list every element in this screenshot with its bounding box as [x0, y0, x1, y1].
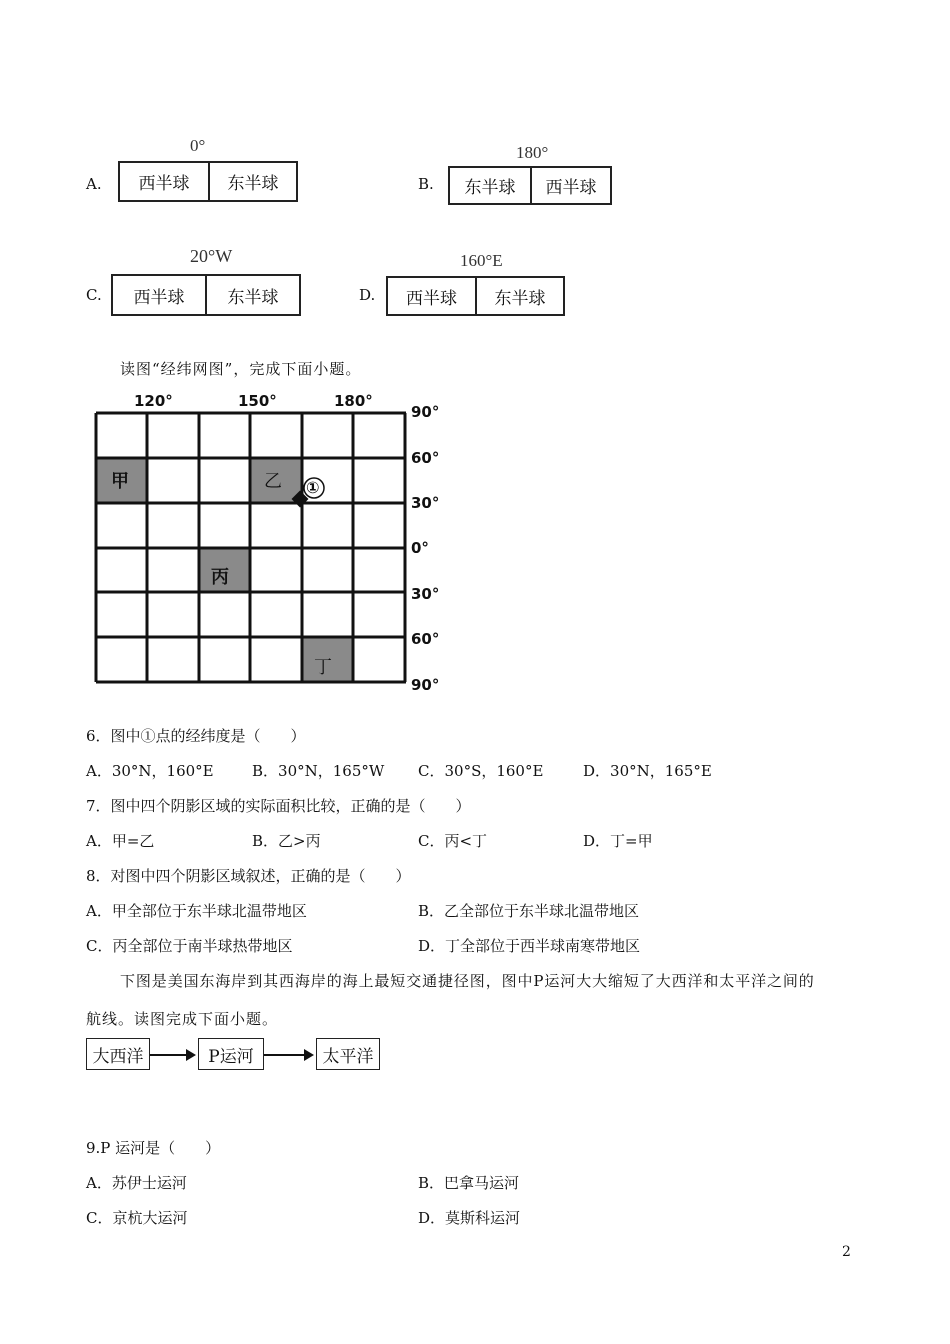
question-8-stem: 8．对图中四个阴影区域叙述，正确的是（ ）	[86, 867, 411, 885]
question-7-option-a: A．甲=乙	[86, 832, 155, 850]
flow-box-pacific: 太平洋	[316, 1038, 380, 1070]
meridian-label-d: 160°E	[460, 251, 503, 270]
flow-box-p-canal: P运河	[198, 1038, 264, 1070]
option-letter-a: A.	[86, 175, 102, 193]
question-7-option-c: C．丙<丁	[418, 832, 488, 850]
cell-label-bing: 丙	[211, 567, 229, 588]
cell-label-jia: 甲	[111, 471, 129, 492]
option-letter-d: D.	[359, 286, 376, 304]
hemisphere-box-a	[118, 161, 298, 202]
meridian-label-a: 0°	[190, 136, 206, 155]
latitude-label: 30°	[411, 494, 440, 512]
latitude-label: 60°	[411, 630, 440, 648]
hemisphere-box-b	[448, 166, 612, 205]
latitude-label: 60°	[411, 449, 440, 467]
hemisphere-right: 东半球	[205, 276, 299, 314]
question-6-stem: 6．图中①点的经纬度是（ ）	[86, 727, 306, 745]
question-6-option-c: C．30°S，160°E	[418, 762, 544, 780]
longitude-label-120: 120°	[134, 392, 173, 410]
question-9-option-c: C．京杭大运河	[86, 1209, 188, 1227]
flow-box-atlantic: 大西洋	[86, 1038, 150, 1070]
intro-text-grid: 读图“经纬网图”，完成下面小题。	[120, 360, 362, 378]
question-8-option-c: C．丙全部位于南半球热带地区	[86, 937, 293, 955]
hemisphere-box-c	[111, 274, 301, 316]
point-label: ①	[306, 478, 320, 497]
flow-arrow	[150, 1054, 194, 1056]
question-7-stem: 7．图中四个阴影区域的实际面积比较，正确的是（ ）	[86, 797, 471, 815]
hemisphere-left: 西半球	[406, 288, 457, 309]
question-9-option-a: A．苏伊士运河	[86, 1174, 187, 1192]
question-7-option-b: B．乙>丙	[252, 832, 321, 850]
latitude-label: 90°	[411, 403, 440, 421]
question-6-option-a: A．30°N，160°E	[86, 762, 214, 780]
option-letter-c: C.	[86, 286, 102, 304]
cell-label-yi: 乙	[264, 471, 282, 492]
latlon-grid-map	[80, 388, 460, 698]
hemisphere-right: 东半球	[208, 163, 296, 200]
flow-arrow	[264, 1054, 312, 1056]
latitude-label: 0°	[411, 539, 429, 557]
question-6-option-d: D．30°N，165°E	[583, 762, 712, 780]
question-9-stem: 9.P 运河是（ ）	[86, 1139, 221, 1157]
question-8-option-b: B．乙全部位于东半球北温带地区	[418, 902, 640, 920]
longitude-label-150: 150°	[238, 392, 277, 410]
option-letter-b: B.	[418, 175, 434, 193]
intro-text-canal-line2: 航线。读图完成下面小题。	[86, 1010, 279, 1028]
question-9-option-b: B．巴拿马运河	[418, 1174, 520, 1192]
hemisphere-left: 东半球	[464, 178, 516, 198]
hemisphere-box-d	[386, 276, 565, 316]
page-number: 2	[842, 1244, 851, 1260]
hemisphere-left: 西半球	[138, 174, 190, 194]
question-6-option-b: B．30°N，165°W	[252, 762, 385, 780]
latitude-label: 30°	[411, 585, 440, 603]
latitude-label: 90°	[411, 676, 440, 694]
hemisphere-right: 东半球	[475, 278, 563, 314]
longitude-label-180: 180°	[334, 392, 373, 410]
intro-text-canal: 下图是美国东海岸到其西海岸的海上最短交通捷径图，图中P运河大大缩短了大西洋和太平洋之间的	[120, 972, 815, 990]
cell-label-ding: 丁	[314, 657, 332, 678]
question-8-option-d: D．丁全部位于西半球南寒带地区	[418, 937, 641, 955]
question-7-option-d: D．丁=甲	[583, 832, 653, 850]
hemisphere-right: 西半球	[530, 168, 610, 203]
question-9-option-d: D．莫斯科运河	[418, 1209, 521, 1227]
meridian-label-b: 180°	[516, 143, 549, 162]
meridian-label-c: 20°W	[190, 246, 233, 266]
hemisphere-left: 西半球	[133, 287, 185, 308]
question-8-option-a: A．甲全部位于东半球北温带地区	[86, 902, 307, 920]
